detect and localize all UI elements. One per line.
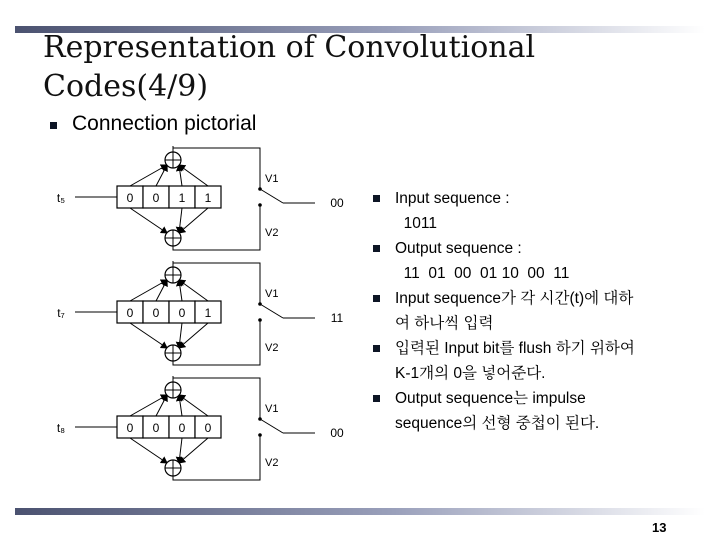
v1-label: V1 [265, 403, 279, 415]
tap-arrow [179, 323, 208, 348]
v1-label: V1 [265, 288, 279, 300]
tap-arrow [179, 323, 182, 348]
convolutional-encoder-diagram [45, 140, 355, 485]
output-label: 00 [330, 426, 344, 440]
switch-arm [260, 419, 283, 433]
v1-output-line [173, 148, 260, 189]
register-value: 0 [126, 421, 134, 435]
tap-arrow [179, 438, 182, 463]
switch-arm [260, 189, 283, 203]
register-value: 0 [178, 421, 186, 435]
tap-arrow [130, 438, 167, 463]
tap-arrow [179, 280, 208, 301]
bullet-icon [50, 122, 57, 129]
main-bullet-text: Connection pictorial [72, 112, 257, 135]
register-value: 0 [152, 421, 160, 435]
register-value: 0 [178, 306, 186, 320]
list-item [370, 386, 700, 436]
list-item-text: Output sequence : 11 01 00 01 10 00 11 [395, 240, 570, 282]
page-number: 13 [652, 520, 667, 535]
v2-label: V2 [265, 227, 279, 239]
time-label: t₇ [57, 306, 65, 320]
register-value: 1 [178, 191, 186, 205]
bottom-divider-bar [15, 508, 705, 515]
register-value: 0 [126, 191, 134, 205]
output-label: 11 [330, 311, 344, 325]
v1-output-line [173, 378, 260, 419]
register-value: 1 [204, 191, 212, 205]
list-item [370, 336, 700, 386]
list-item [370, 236, 700, 286]
v1-output-line [173, 263, 260, 304]
register-value: 0 [152, 191, 160, 205]
bullet-icon [373, 395, 380, 402]
tap-arrow [179, 395, 182, 416]
bullet-icon [373, 195, 380, 202]
bullet-icon [373, 245, 380, 252]
bullet-icon [373, 345, 380, 352]
tap-arrow [179, 208, 182, 233]
tap-arrow [179, 165, 182, 186]
explanation-list [370, 186, 700, 436]
tap-arrow [179, 438, 208, 463]
tap-arrow [179, 280, 182, 301]
switch-contact [258, 318, 262, 322]
switch-contact [258, 433, 262, 437]
bullet-icon [373, 295, 380, 302]
tap-arrow [130, 208, 167, 233]
v1-label: V1 [265, 173, 279, 185]
register-value: 1 [204, 306, 212, 320]
switch-contact [258, 203, 262, 207]
tap-arrow [179, 165, 208, 186]
list-item [370, 286, 700, 336]
v2-label: V2 [265, 457, 279, 469]
switch-arm [260, 304, 283, 318]
output-label: 00 [330, 196, 344, 210]
time-label: t₈ [56, 421, 66, 435]
slide-title: Representation of Convolutional Codes(4/9) [43, 30, 536, 104]
list-item-text: Input sequence가 각 시간(t)에 대하 여 하나씩 입력 [395, 290, 634, 332]
v2-label: V2 [265, 342, 279, 354]
list-item-text: Output sequence는 impulse sequence의 선형 중첩이 된다. [395, 390, 600, 432]
register-value: 0 [152, 306, 160, 320]
time-label: t₅ [56, 191, 66, 205]
list-item-text: Input sequence : 1011 [395, 190, 510, 232]
list-item-text: 입력된 Input bit를 flush 하기 위하여 K-1개의 0을 넣어준다. [395, 340, 635, 382]
list-item [370, 186, 700, 236]
register-value: 0 [204, 421, 212, 435]
tap-arrow [179, 395, 208, 416]
tap-arrow [130, 323, 167, 348]
register-value: 0 [126, 306, 134, 320]
tap-arrow [179, 208, 208, 233]
